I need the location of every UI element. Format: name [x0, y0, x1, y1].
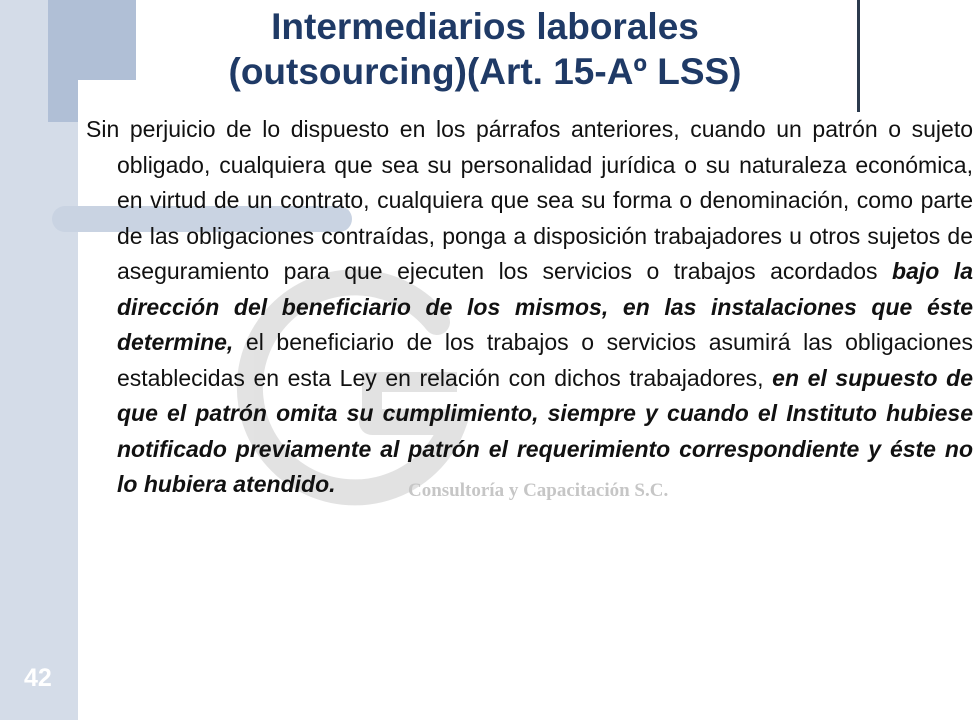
body-text-part-2: el beneficiario de los trabajos o servicios asumirá las obligaciones establecidas en esta Ley en relación con dichos trabajadores,: [117, 329, 973, 391]
page-number: 42: [24, 664, 52, 692]
slide-body: [86, 112, 973, 503]
body-text-part-1: Sin perjuicio de lo dispuesto en los párrafos anteriores, cuando un patrón o sujeto obligado, cualquiera que sea su personalidad jurídica o su naturaleza económica, en virtud de un contrato, cualquiera que sea su forma o denominación, como parte de las obligaciones contraídas, ponga a disposición trabajadores u otros sujetos de aseguramiento para que ejecuten los servicios o trabajos acordados: [86, 116, 973, 284]
decor-vertical-line: [857, 0, 860, 112]
watermark-text: Consultoría y Capacitación S.C.: [408, 480, 669, 501]
slide-title: [120, 4, 850, 94]
body-emphasis-2: en el supuesto de que el patrón omita su cumplimiento, siempre y cuando el Instituto hubiese notificado previamente al patrón el requerimiento correspondiente y éste no lo hubiera atendido.: [117, 364, 973, 497]
body-emphasis-1: bajo la dirección del beneficiario de los mismos, en las instalaciones que éste determine,: [117, 258, 973, 355]
title-line-2: (outsourcing)(Art. 15-Aº LSS): [228, 51, 742, 92]
title-line-1: Intermediarios laborales: [271, 6, 699, 47]
